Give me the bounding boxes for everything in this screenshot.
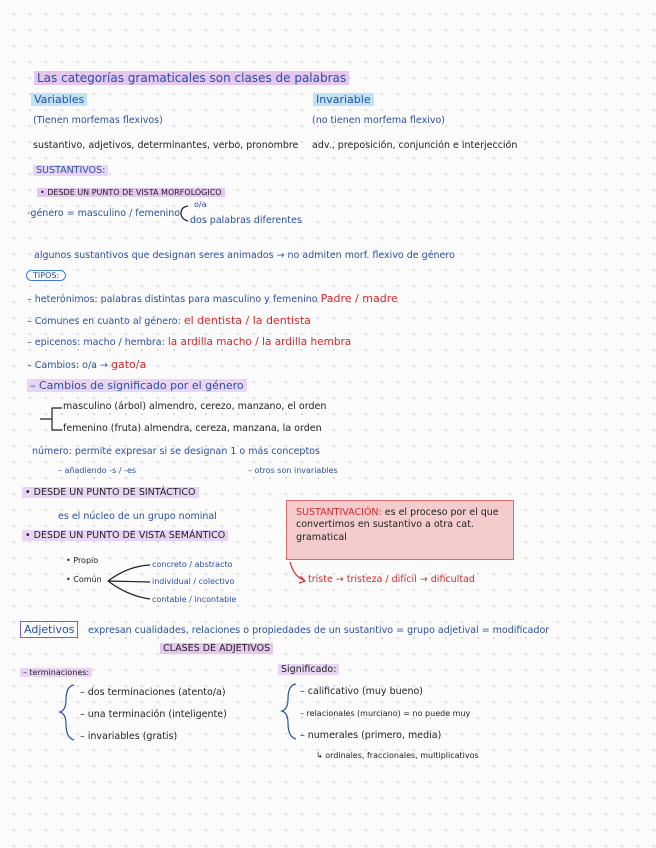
terminacion-una: – una terminación (inteligente) [80,709,227,720]
otros-line: – otros son invariables [248,466,338,475]
significado-numerales: – numerales (primero, media) [300,730,442,741]
significado-label: Significado: [278,665,339,675]
terminaciones-brace-icon [60,685,74,740]
terminaciones-label: – terminaciones: [20,669,92,678]
sustantivos-heading: SUSTANTIVOS: [33,166,108,176]
sustantivacion-example: triste → tristeza / difícil → dificultad [308,574,475,585]
tipo-cambios: – Cambios: o/a → gato/a [27,358,147,371]
comun-type-concreto: concreto / abstracto [152,560,233,569]
sintactico-heading: • DESDE UN PUNTO DE SINTÁCTICO [22,488,199,498]
invariable-heading: Invariable [313,94,374,106]
nucleo-line: es el núcleo de un grupo nominal [58,511,217,522]
tipo-epicenos: – epicenos: macho / hembra: la ardilla macho / la ardilla hembra [27,336,352,348]
propio-label: • Propio [66,556,99,565]
tipo-heteronimos: – heterónimos: palabras distintas para masculino y femenino Padre / madre [27,292,398,305]
comun-label: • Común [66,575,102,584]
significado-calificativo: – calificativo (muy bueno) [300,686,423,697]
sustantivacion-text: SUSTANTIVACIÓN: es el proceso por el que convertimos en sustantivo a otra cat. gramatical [296,507,499,543]
clases-adjetivos-heading: CLASES DE ADJETIVOS [160,644,273,654]
genero-option-oa: o/a [194,200,207,209]
cambios-significado: – Cambios de significado por el género [27,380,247,392]
invariable-list: adv., preposición, conjunción e interjección [312,140,518,151]
variables-heading: Variables [31,94,87,106]
tipo-comunes: – Comunes en cuanto al género: el dentista / la dentista [27,314,311,327]
adjetivos-desc: expresan cualidades, relaciones o propiedades de un sustantivo = grupo adjetival = modificador [88,625,550,636]
variables-note: (Tienen morfemas flexivos) [33,115,163,126]
masculino-line: masculino (árbol) almendro, cerezo, manzano, el orden [63,401,327,412]
invariable-note: (no tienen morfema flexivo) [312,115,445,126]
significado-brace-icon [282,684,296,739]
page-title: Las categorías gramaticales son clases de palabras [34,72,349,85]
adjetivos-label: Adjetivos [20,624,78,636]
variables-list: sustantivo, adjetivos, determinantes, verbo, pronombre [33,140,299,151]
significado-relacionales: – relacionales (murciano) = no puede muy [300,709,471,718]
anadiendo-line: – añadiendo -s / -es [58,466,137,475]
flexivo-note: algunos sustantivos que designan seres animados → no admiten morf. flexivo de género [34,250,455,261]
morfologico-heading: • DESDE UN PUNTO DE VISTA MORFOLÓGICO [37,189,225,198]
terminacion-invariables: – invariables (gratis) [80,731,178,742]
significado-bracket-icon [52,408,62,430]
genero-option-dos-palabras: dos palabras diferentes [190,215,302,226]
comun-type-individual: individual / colectivo [152,577,235,586]
numero-line: número: permite expresar si se designan 1 o más conceptos [32,446,320,457]
comun-type-contable: contable / incontable [152,595,237,604]
terminacion-dos: – dos terminaciones (atento/a) [80,687,226,698]
genero-brace-icon [181,206,188,221]
ordinales-line: ↳ ordinales, fraccionales, multiplicativos [316,751,479,760]
tipos-label: TIPOS: [26,272,66,281]
femenino-line: femenino (fruta) almendra, cereza, manzana, la orden [63,423,322,434]
genero-label: -género = masculino / femenino [27,208,181,219]
comun-fork-icon [108,565,150,599]
semantico-heading: • DESDE UN PUNTO DE VISTA SEMÁNTICO [22,531,228,541]
